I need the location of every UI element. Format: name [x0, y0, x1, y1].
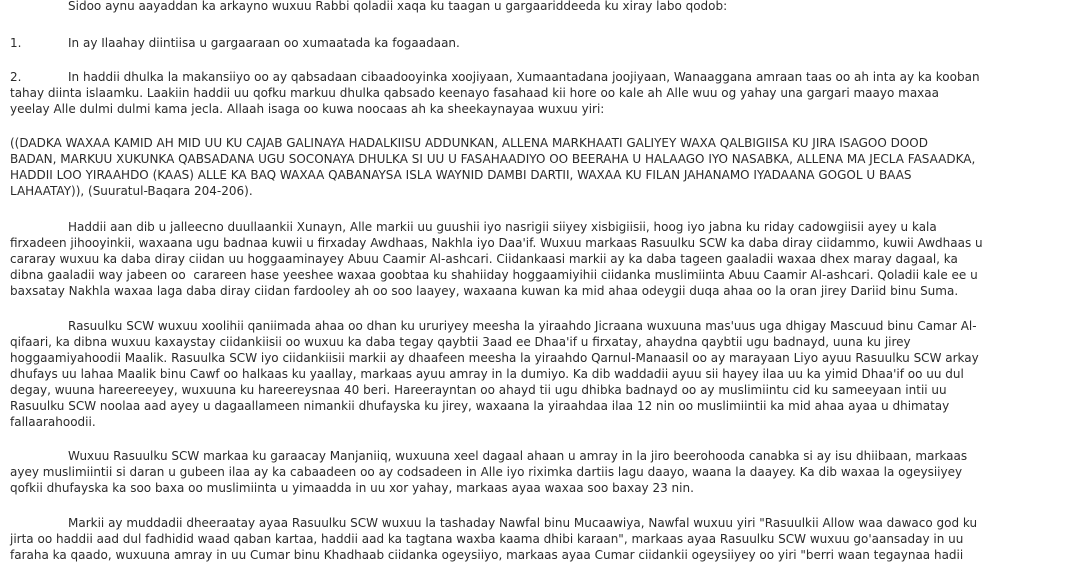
paragraph-line: Markii ay muddadii dheeraatay ayaa Rasuulku SCW wuxuu la tashaday Nawfal binu Mucaawiya, Nawfal wuxuu yiri "Rasuulkii Allow waa dawaco god ku: [68, 516, 978, 530]
paragraph-line: ayey muslimiintii si daran u gubeen ilaa ay ka cabaadeen oo ay codsadeen in Alle iyo riximka dartiis lagu daayo, waana la daayey. Ka dib waxaa la ogeysiiyey: [10, 465, 963, 479]
paragraph-line: faraha ka qaado, wuxuuna amray in uu Cumar binu Khadhaab ciidanka ogeysiiyo, markaas ayaa Cumar ciidankii ogeysiiyey oo yiri "berri waan tegaynaa hadii: [10, 548, 964, 562]
quote-line: LAHAATAY)), (Suuratul-Baqara 204-206).: [10, 184, 253, 198]
paragraph-line: qofkii dhufayska ka soo baxa oo muslimiinta u yimaadda in uu xor yahay, markaas ayaa waxaa soo baxay 23 nin.: [10, 481, 694, 495]
paragraph-line: degay, wuuna hareereeyey, wuxuuna ku hareereysnaa 40 beri. Hareerayntan oo ahayd tii ugu dhibka badnayd oo ay muslimiintu cid ku sameeyaan intii uu: [10, 383, 947, 397]
quote-line: HADDII LOO YIRAAHDO (KAAS) ALLE KA BAQ WAXAA QABANAYSA ISLA WAYNID DAMBI DARTII, WAXAA KU FILAN JAHANAMO IYADAANA GOGOL U BAAS: [10, 168, 912, 182]
paragraph-line: dhufays uu lahaa Maalik binu Cawf oo halkaas ku yaallay, markaas ayuu amray in la dumiyo. Ka dib waddadii ayuu sii hayey ilaa uu ka yimid Dhaa'if oo uu dul: [10, 367, 964, 381]
item-2-line: In haddii dhulka la makansiiyo oo ay qabsadaan cibaadooyinka xoojiyaan, Xumaantadana joojiyaan, Wanaaggana amraan taas oo ah inta ay ka kooban: [68, 70, 980, 84]
quote-line: BADAN, MARKUU XUKUNKA QABSADANA UGU SOCONAYA DHULKA SI UU U FASAHAADIYO OO BEERAHA U HALAAGO IYO NASABKA, ALLENA MA JECLA FASAADKA,: [10, 152, 976, 166]
paragraph-line: baxsatay Nakhla waxaa laga daba diray ciidan fardooley ah oo soo laayey, waxaana kuwan ka mid ahaa odeygii duqa ahaa oo la oran jirey Dariid binu Suma.: [10, 284, 959, 298]
paragraph-line: hoggaamiyahoodii Maalik. Rasuulka SCW iyo ciidankiisii markii ay dhaafeen meesha la yiraahdo Qarnul-Manaasil oo ay marayaan Liyo ayuu Rasuulku SCW arkay: [10, 351, 979, 365]
item-2-line: tahay diinta islaamku. Laakiin haddii uu qofku markuu dhulka qabsado keenayo fasahaad kii hore oo kale ah Alle wuu og yahay una gargari maayo maxaa: [10, 86, 939, 100]
paragraph-line: firxadeen jihooyinkii, waxaana ugu badnaa kuwii u firxaday Awdhaas, Nakhla iyo Daa'if. Wuxuu markaas Rasuulku SCW ka daba diray ciidammo, kuwii Awdhaas u: [10, 236, 983, 250]
paragraph-line: dibna gaaladii way jabeen oo carareen hase yeeshee waxaa goobtaa ku shahiiday hoggaamiyihii ciidanka muslimiinta Abuu Caamir Al-ashcari. Qoladii kale ee u: [10, 268, 978, 282]
paragraph-line: Rasuulku SCW noolaa aad ayey u dagaallameen nimankii dhufayska ku jirey, waxaana la yiraahdaa ilaa 12 nin oo muslimiintii ka mid ahaa ayaa u dhimatay: [10, 399, 950, 413]
paragraph-line: Wuxuu Rasuulku SCW markaa ku garaacay Manjaniiq, wuxuuna xeel dagaal ahaan u amray in la jiro beerohooda canabka si ay isu dhiibaan, markaas: [68, 449, 968, 463]
paragraph-line: Haddii aan dib u jalleecno duullaankii Xunayn, Alle markii uu guushii iyo nasrigii siiyey xisbigiisii, hoog iyo jabna ku riday cadowgiisii ayey u kala: [68, 220, 937, 234]
quote-line: ((DADKA WAXAA KAMID AH MID UU KU CAJAB GALINAYA HADALKIISU ADDUNKAN, ALLENA MARKHAATI GALIYEY WAXA QALBIGIISA KU JIRA ISAGOO DOOD: [10, 136, 928, 150]
paragraph-line: cararay wuxuu ka daba diray ciidan uu hoggaaminayey Abuu Caamir Al-ashcari. Ciidankaasi markii ay ka daba tageen gaaladii waxaa dhex maray dagaal, ka: [10, 252, 958, 266]
item-1-number: 1.: [10, 36, 22, 50]
paragraph-line: jirta oo haddii aad dul fadhidid waad qaban kartaa, haddii aad ka tagtana waxba kaama dhibi karaan", markaas ayaa Rasuulku SCW wuxuu go'aansaday in uu: [10, 532, 964, 546]
paragraph-line: Rasuulku SCW wuxuu xoolihii qaniimada ahaa oo dhan ku ururiyey meesha la yiraahdo Jicraana wuxuuna mas'uus uga dhigay Mascuud binu Camar Al-: [68, 319, 977, 333]
item-1-text: In ay Ilaahay diintiisa u gargaaraan oo xumaatada ka fogaadaan.: [68, 36, 460, 50]
paragraph-line: qifaari, ka dibna wuxuu kaxaystay ciidankiisii oo wuxuu ka daba tegay qaybtii 3aad ee Dhaa'if u firxatay, ahaydna qaybtii ugu badnayd, uuna ku jirey: [10, 335, 911, 349]
intro-text: Sidoo aynu aayaddan ka arkayno wuxuu Rabbi qoladii xaqa ku taagan u gargaariddeeda ku xiray labo qodob:: [68, 0, 728, 13]
paragraph-line: fallaarahoodii.: [10, 415, 96, 429]
item-2-line: yeelay Alle dulmi dulmi kama jecla. Allaah isaga oo kuwa noocaas ah ka sheekaynayaa wuxuu yiri:: [10, 102, 605, 116]
item-2-number: 2.: [10, 70, 22, 84]
